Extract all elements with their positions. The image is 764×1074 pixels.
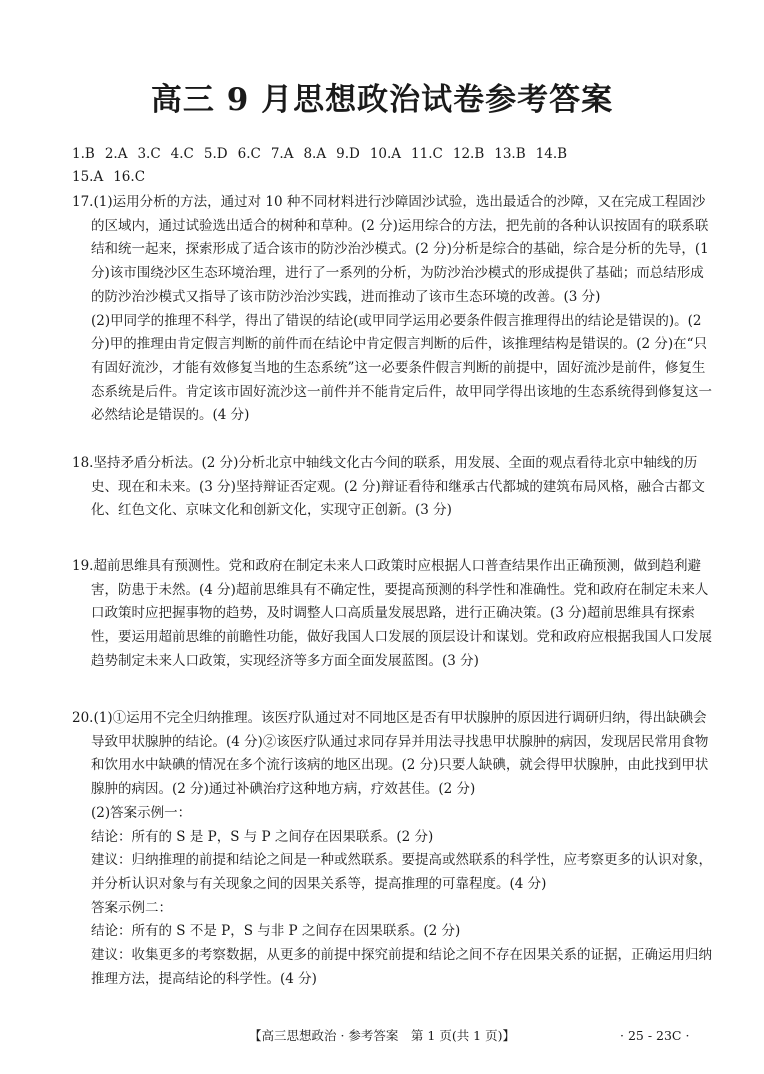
choice-answer: 2.A <box>104 146 128 162</box>
footer-page-label: 【高三思想政治 · 参考答案 第 1 页(共 1 页)】 <box>249 1028 515 1043</box>
choice-answer: 8.A <box>303 146 327 162</box>
page-footer <box>0 1027 764 1045</box>
answer-line-2 <box>72 166 712 189</box>
q20-example2-suggestion: 建议：收集更多的考察数据，从更多的前提中探究前提和结论之间不存在因果关系的证据，正确运用归纳推理方法，提高结论的科学性。(4 分) <box>91 947 712 987</box>
choice-answer: 7.A <box>270 146 294 162</box>
choice-answer: 9.D <box>336 146 360 162</box>
answer-line-1 <box>72 143 712 166</box>
question-20 <box>72 707 712 991</box>
q17-part1: 17.(1)运用分析的方法，通过对 10 种不同材料进行沙障固沙试验，选出最适合的沙障，又在完成工程固沙的区域内，通过试验选出适合的树种和草种。(2 分)运用综合的方法，把先前的各种认识按固有的联系联结和统一起来，探索形成了适合该市的防沙治沙模式。(2 分)分析是综合的基础，综合是分析的先导，(1 分)该市围绕沙区生态环境治理，进行了一系列的分析，为防沙治沙模式的形成提供了基础；而总结形成的防沙治沙模式又指导了该市防沙治沙实践，进而推动了该市生态环境的改善。(3 分) <box>72 194 709 305</box>
choice-answer: 16.C <box>113 169 146 185</box>
choice-answer: 13.B <box>494 146 526 162</box>
question-17 <box>72 191 712 428</box>
choice-answer: 10.A <box>369 146 402 162</box>
choice-answer: 3.C <box>137 146 161 162</box>
choice-answer: 11.C <box>411 146 443 162</box>
choice-answer: 12.B <box>452 146 485 162</box>
q20-example1-suggestion: 建议：归纳推理的前提和结论之间是一种或然联系。要提高或然联系的科学性，应考察更多的认识对象，并分析认识对象与有关现象之间的因果关系等，提高推理的可靠程度。(4 分) <box>91 852 712 892</box>
choice-answer: 6.C <box>237 146 261 162</box>
q19-text: 19.超前思维具有预测性。党和政府在制定未来人口政策时应根据人口普查结果作出正确预测，做到趋利避害，防患于未然。(4 分)超前思维具有不确定性，要提高预测的科学性和准确性。党和政府在制定未来人口政策时应把握事物的趋势，及时调整人口高质量发展思路，进行正确决策。(3 分)超前思维具有探索性，要运用超前思维的前瞻性功能，做好我国人口发展的顶层设计和谋划。党和政府应根据我国人口发展趋势制定未来人口政策，实现经济等多方面全面发展蓝图。(3 分) <box>72 558 712 669</box>
choice-answer: 14.B <box>535 146 568 162</box>
choice-answer: 5.D <box>203 146 228 162</box>
q18-text: 18.坚持矛盾分析法。(2 分)分析北京中轴线文化古今间的联系，用发展、全面的观点看待北京中轴线的历史、现在和未来。(3 分)坚持辩证否定观。(2 分)辩证看待和继承古代都城的建筑布局风格，融合古都文化、红色文化、京味文化和创新文化，实现守正创新。(3 分) <box>72 455 705 519</box>
choice-answer: 15.A <box>72 169 104 185</box>
choice-answer: 4.C <box>170 146 194 162</box>
q20-part2-heading: (2)答案示例一： <box>91 804 192 821</box>
q20-example2-conclusion: 结论：所有的 S 不是 P，S 与非 P 之间存在因果联系。(2 分) <box>91 923 461 940</box>
q20-example2-heading: 答案示例二： <box>91 899 172 916</box>
question-18 <box>72 452 712 523</box>
q17-part2: (2)甲同学的推理不科学，得出了错误的结论(或甲同学运用必要条件假言推理得出的结论是错误的)。(2 分)甲的推理由肯定假言判断的前件而在结论中肯定假言判断的后件，该推理结构是错误的。(2 分)在“只有固好流沙，才能有效修复当地的生态系统”这一必要条件假言判断的前提中，固好流沙是前件，修复生态系统是后件。肯定该市固好流沙这一前件并不能肯定后件，故甲同学得出该地的生态系统得到修复这一必然结论是错误的。(4 分) <box>91 312 712 424</box>
choice-answer: 1.B <box>72 146 95 162</box>
q20-example1-conclusion: 结论：所有的 S 是 P，S 与 P 之间存在因果联系。(2 分) <box>91 828 434 845</box>
q20-part1: 20.(1)①运用不完全归纳推理。该医疗队通过对不同地区是否有甲状腺肿的原因进行调研归纳，得出缺碘会导致甲状腺肿的结论。(4 分)②该医疗队通过求同存异并用法寻找患甲状腺肿的病因，发现居民常用食物和饮用水中缺碘的情况在多个流行该病的地区出现。(2 分)只要人缺碘，就会得甲状腺肿，由此找到甲状腺肿的病因。(2 分)通过补碘治疗这种地方病，疗效甚佳。(2 分) <box>72 710 709 798</box>
question-19 <box>72 555 712 674</box>
page-title: 高三 9 月思想政治试卷参考答案 <box>150 82 614 118</box>
footer-code: · 25 - 23C · <box>620 1028 690 1043</box>
choice-answers <box>72 143 712 189</box>
